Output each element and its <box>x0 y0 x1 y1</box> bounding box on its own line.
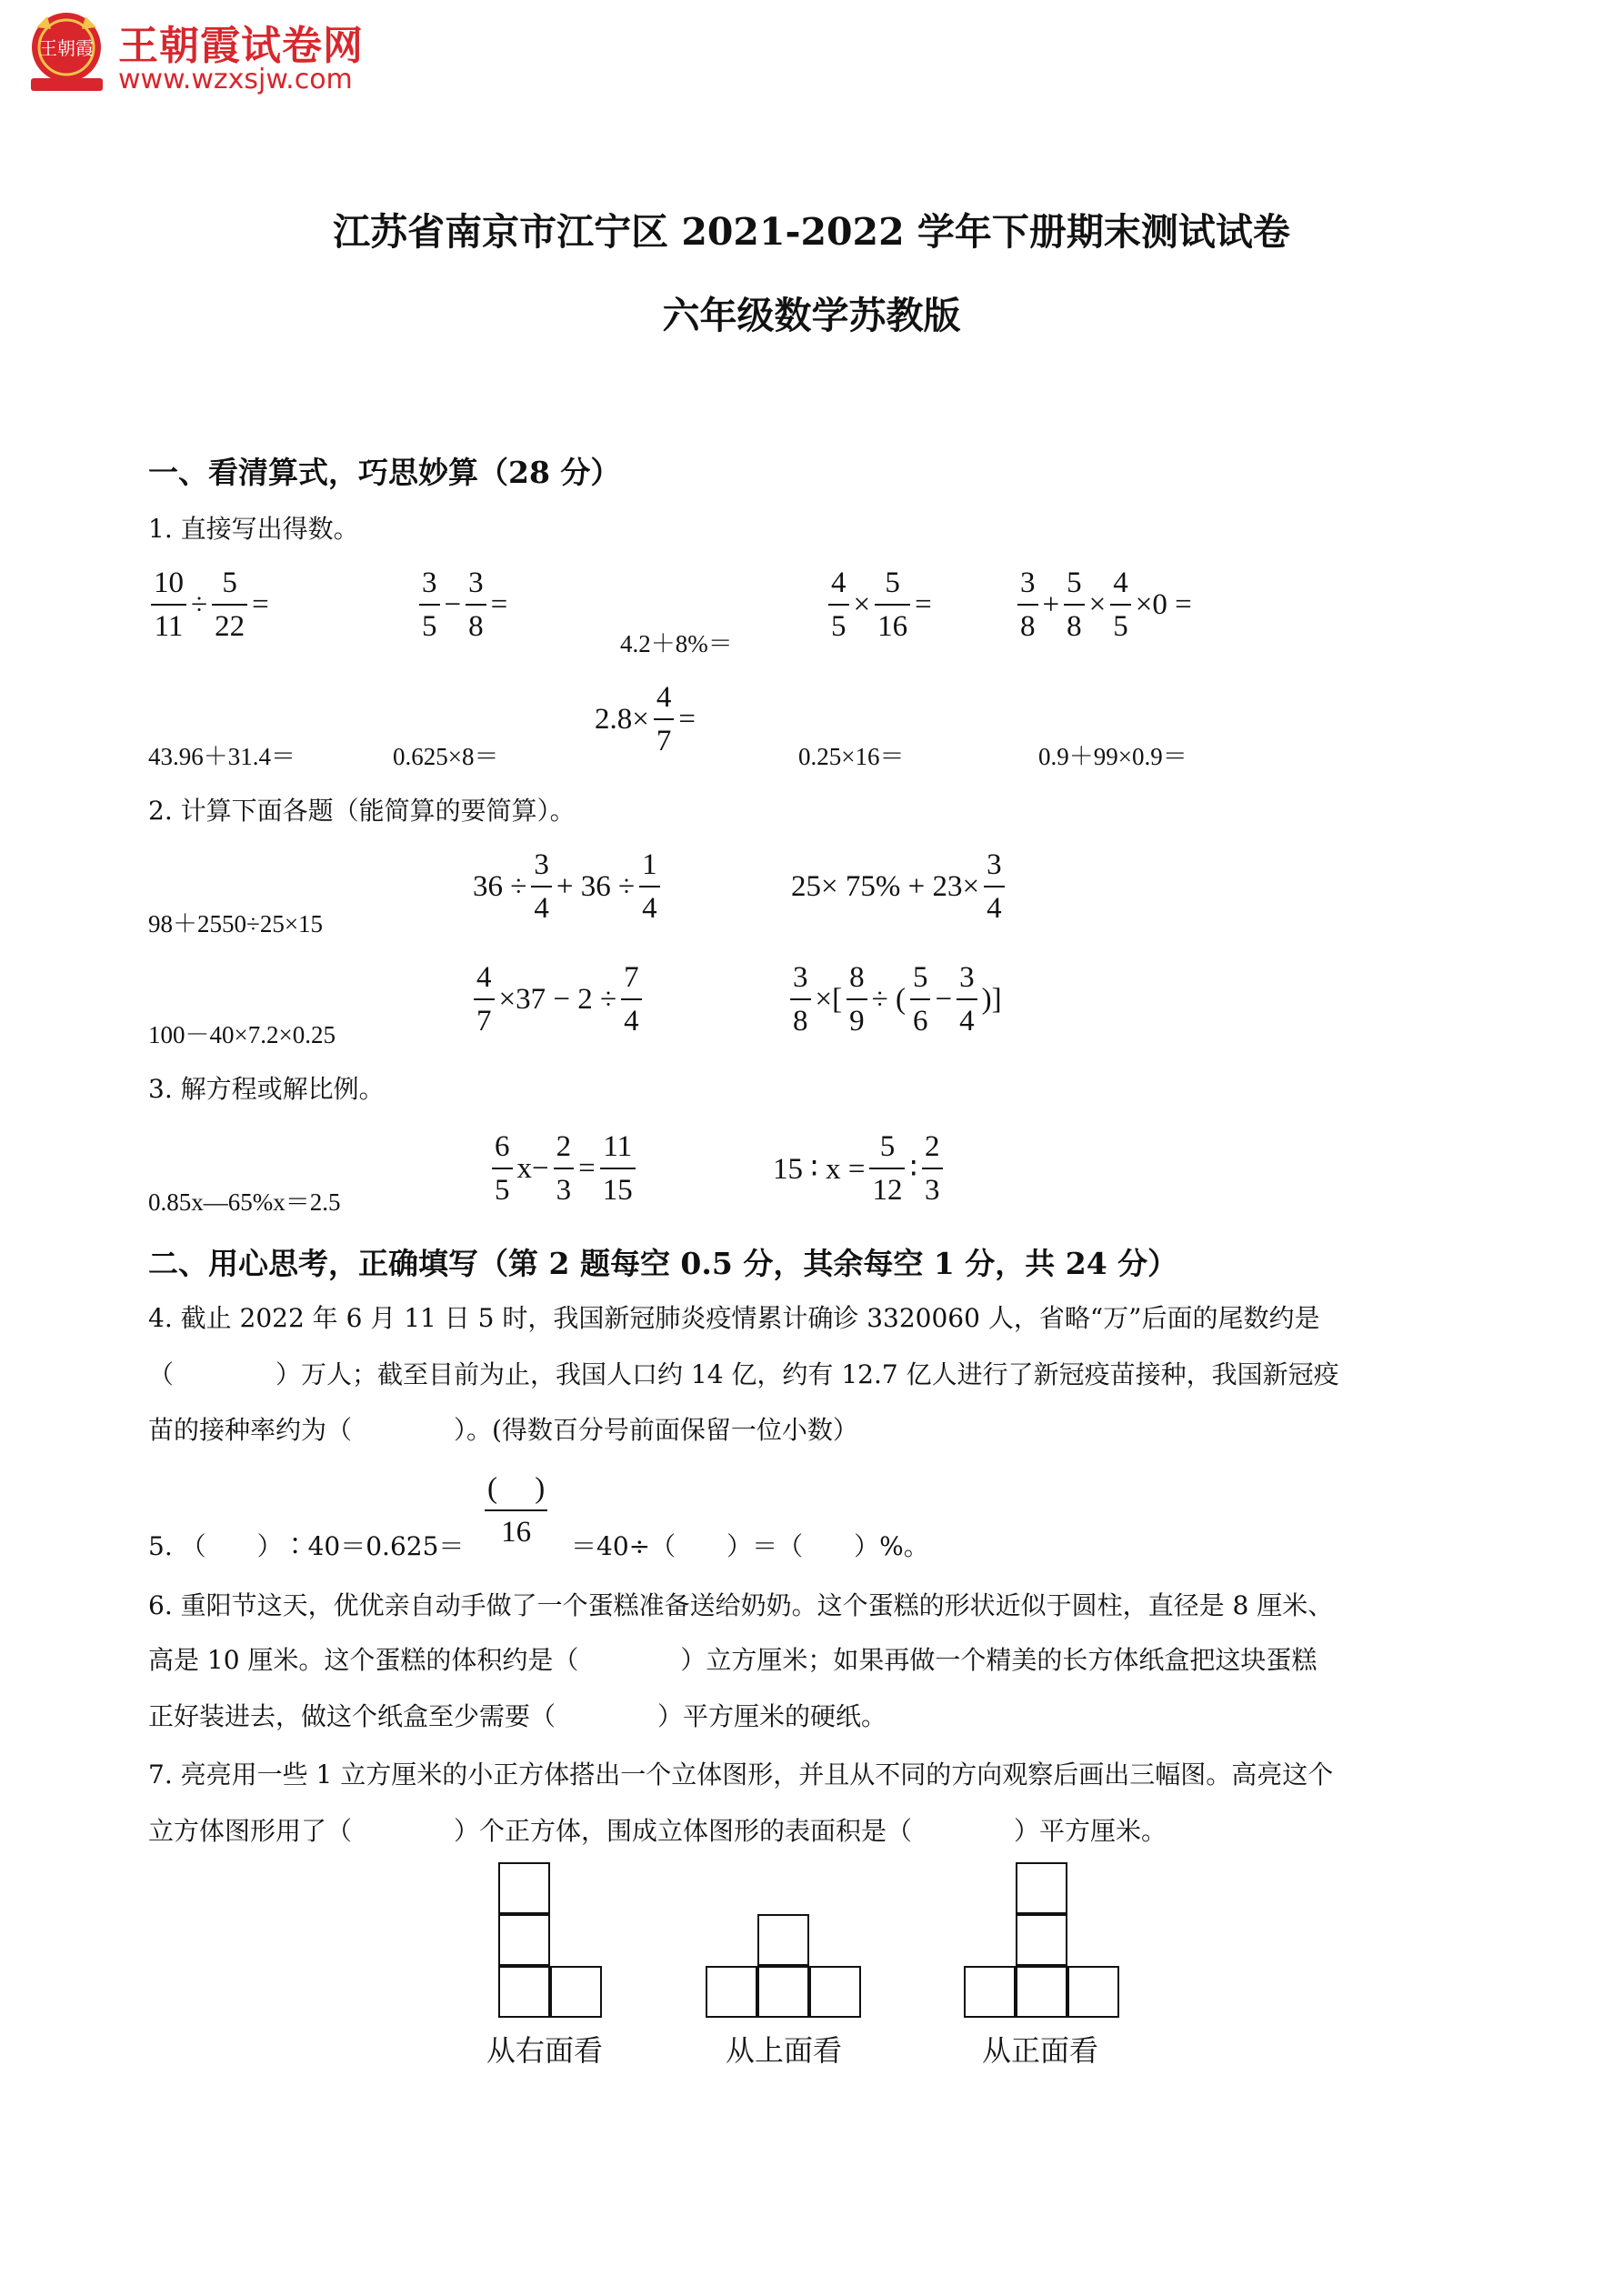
q1-item-d: $\frac{4}{5}$ × $\frac{5}{16}$ = <box>826 562 934 647</box>
q3-item-c: 15 ∶ x = $\frac{5}{12}$ ∶ $\frac{2}{3}$ <box>771 1126 946 1211</box>
view-front-figure <box>964 1862 1127 2026</box>
q2-item-f: $\frac{3}{8}$ ×[ $\frac{8}{9}$ ÷ ( $\frac{5}{6}$ − $\frac{3}{4}$ )] <box>787 957 1004 1042</box>
q5-fraction: $\frac{( )}{16}$ <box>482 1468 550 1553</box>
cube-square <box>964 1966 1016 2018</box>
q4-line-1: 4. 截止 2022 年 6 月 11 日 5 时，我国新冠肺炎疫情累计确诊 3320060 人，省略“万”后面的尾数约是 <box>148 1303 1320 1333</box>
cube-square <box>498 1862 550 1914</box>
q2-item-d: 100－40×7.2×0.25 <box>148 1021 336 1048</box>
view-right-caption: 从右面看 <box>486 2033 604 2068</box>
cube-square <box>498 1914 550 1966</box>
view-right-figure <box>498 1862 607 2026</box>
q2-item-b: 36 ÷ $\frac{3}{4}$ + 36 ÷ $\frac{1}{4}$ <box>471 844 663 929</box>
cube-square <box>1016 1862 1067 1914</box>
cube-square <box>809 1966 861 2018</box>
view-front-caption: 从正面看 <box>982 2033 1099 2068</box>
q1-item-g: 0.625×8＝ <box>393 743 499 770</box>
cube-square <box>706 1966 757 2018</box>
cube-square <box>1016 1966 1067 2018</box>
cube-square <box>550 1966 602 2018</box>
q7-line-1: 7. 亮亮用一些 1 立方厘米的小正方体搭出一个立体图形，并且从不同的方向观察后画出三幅图。高亮这个 <box>148 1760 1334 1790</box>
q3-item-b: $\frac{6}{5}$ x− $\frac{2}{3}$ = $\frac{11}{15}$ <box>489 1126 638 1211</box>
q7-line-2: 立方体图形用了（ ）个正方体，围成立体图形的表面积是（ ）平方厘米。 <box>148 1816 1167 1846</box>
section2-heading: 二、用心思考，正确填写（第 2 题每空 0.5 分，其余每空 1 分，共 24 分） <box>148 1246 1178 1281</box>
logo-text: 王朝霞 <box>39 37 94 59</box>
brand-name: 王朝霞试卷网 <box>118 23 364 69</box>
q4-line-3: 苗的接种率约为（ ）。(得数百分号前面保留一位小数） <box>148 1415 858 1445</box>
q1-item-c: 4.2＋8%＝ <box>620 630 733 657</box>
q5-post: ＝40÷（ ）＝（ ）%。 <box>571 1531 929 1561</box>
q3-item-a: 0.85x—65%x＝2.5 <box>148 1188 341 1216</box>
q5-pre: 5. （ ）∶40＝0.625＝ <box>148 1531 465 1561</box>
q2-item-c: 25× 75% + 23× $\frac{3}{4}$ <box>789 844 1007 929</box>
q1-label: 1. 直接写出得数。 <box>148 514 359 544</box>
site-logo <box>24 9 110 95</box>
q2-item-a: 98＋2550÷25×15 <box>148 910 324 937</box>
q3-label: 3. 解方程或解比例。 <box>148 1074 385 1104</box>
view-top-caption: 从上面看 <box>726 2033 843 2068</box>
cube-square <box>1067 1966 1119 2018</box>
q1-item-j: 0.9＋99×0.9＝ <box>1038 743 1187 770</box>
page-title: 江苏省南京市江宁区 2021-2022 学年下册期末测试试卷 <box>333 210 1290 254</box>
site-url[interactable]: www.wzxsjw.com <box>118 64 353 95</box>
cube-square <box>498 1966 550 2018</box>
q1-item-h: 2.8× $\frac{4}{7}$ = <box>593 677 697 762</box>
view-top-figure <box>706 1914 869 2023</box>
q1-item-f: 43.96＋31.4＝ <box>148 743 296 770</box>
q6-line-2: 高是 10 厘米。这个蛋糕的体积约是（ ）立方厘米；如果再做一个精美的长方体纸盒把这块蛋糕 <box>148 1645 1317 1675</box>
q2-item-e: $\frac{4}{7}$ ×37 − 2 ÷ $\frac{7}{4}$ <box>471 957 645 1042</box>
cube-square <box>1016 1914 1067 1966</box>
q1-item-e: $\frac{3}{8}$ + $\frac{5}{8}$ × $\frac{4}{5}$ ×0 = <box>1015 562 1194 647</box>
page-subtitle: 六年级数学苏教版 <box>662 294 961 337</box>
q2-label: 2. 计算下面各题（能简算的要简算）。 <box>148 796 576 826</box>
cube-square <box>757 1914 809 1966</box>
q1-item-b: $\frac{3}{5}$ − $\frac{3}{8}$ = <box>416 562 509 647</box>
section1-heading: 一、看清算式，巧思妙算（28 分） <box>148 455 621 490</box>
q6-line-1: 6. 重阳节这天，优优亲自动手做了一个蛋糕准备送给奶奶。这个蛋糕的形状近似于圆柱，直径是 8 厘米、 <box>148 1590 1334 1620</box>
q1-item-i: 0.25×16＝ <box>798 743 905 770</box>
q4-line-2: （ ）万人；截至目前为止，我国人口约 14 亿，约有 12.7 亿人进行了新冠疫苗接种，我国新冠疫 <box>148 1359 1339 1389</box>
q1-item-a: $\frac{10}{11}$ ÷ $\frac{5}{22}$ = <box>148 562 271 647</box>
q6-line-3: 正好装进去，做这个纸盒至少需要（ ）平方厘米的硬纸。 <box>148 1701 887 1731</box>
cube-square <box>757 1966 809 2018</box>
